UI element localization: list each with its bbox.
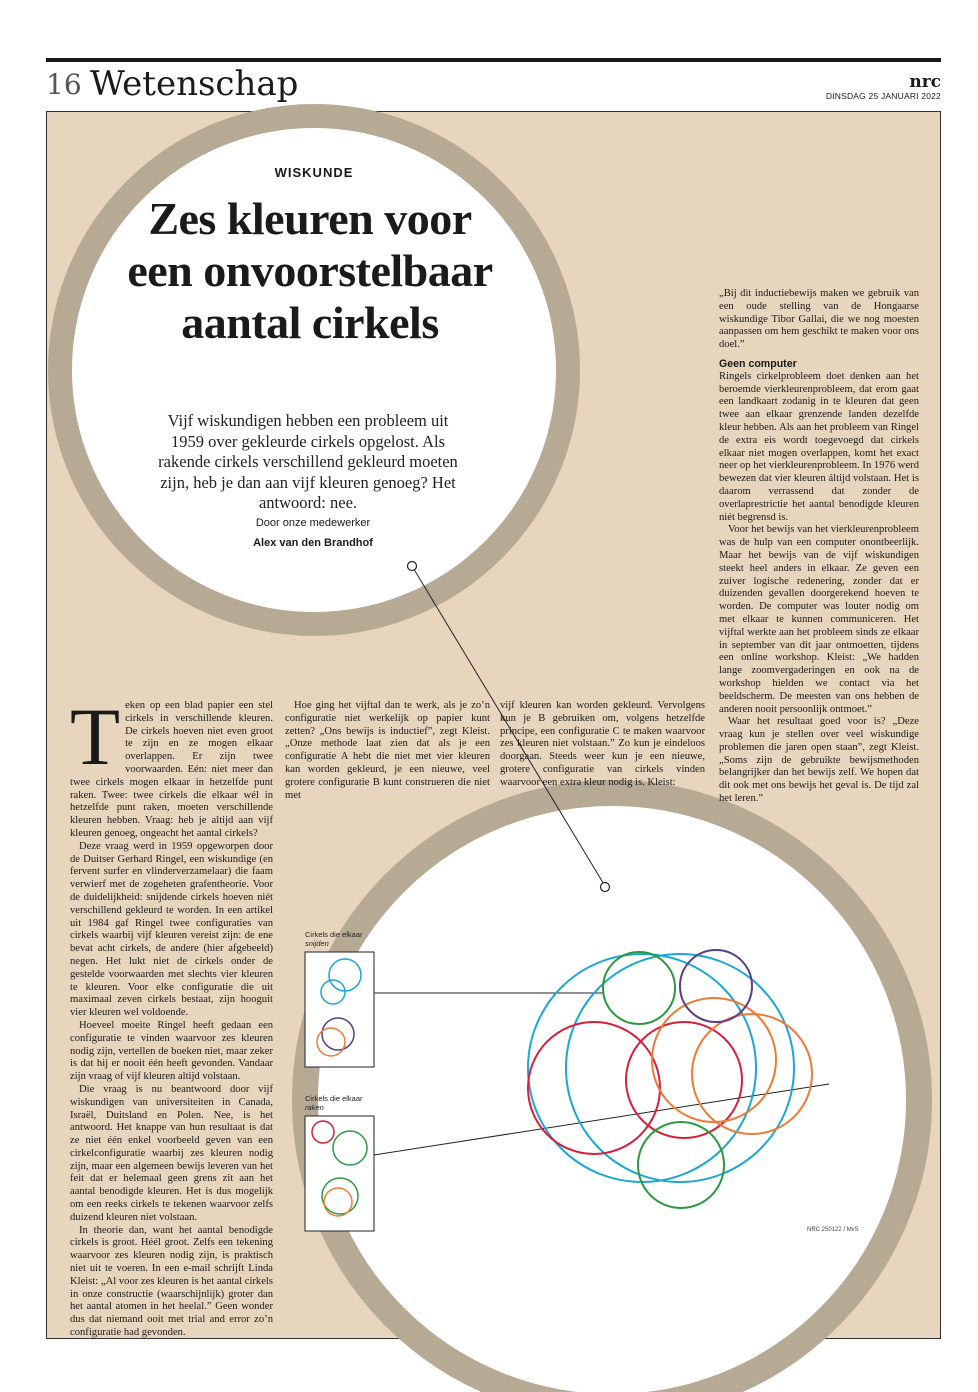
kicker: WISKUNDE — [274, 165, 354, 180]
headline: Zes kleuren voor een onvoorstelbaar aantal cirkels — [127, 193, 493, 348]
legend-cut-label: Cirkels die elkaar — [305, 930, 363, 939]
pointer-line-touch — [374, 1084, 829, 1155]
subheading: Geen computer — [719, 357, 797, 370]
paragraph: Ringels cirkelprobleem doet denken aan het beroemde vierkleurenprobleem, dat erom gaat een landkaart zodanig in te kleuren dat geen twee aan elkaar grenzende landen dezelfde kleur hebben. Als aan het probleem van Ringel de extra eis wordt toegevoegd dat cirkels elkaar niet mogen overlappen, komt het exact neer op het vierkleurenprobleem. In 1976 werd bewezen dat vier kleuren áltijd volstaan. Het is daarom verrassend dat zonder de overlaprestrictie het aantal benodigde kleuren niét begrensd is. — [719, 370, 919, 523]
byline-label: Door onze medewerker — [255, 517, 371, 529]
config-green-bottom — [638, 1122, 724, 1208]
connector-line — [412, 566, 605, 886]
page-number: 16 — [46, 68, 82, 101]
config-green-top-left — [603, 952, 675, 1024]
intro: Vijf wiskundigen hebben een probleem uit 1959 over gekleurde cirkels opgelost. Als rakende cirkels verschillend gekleurd moeten zijn, heb je dan aan vijf kleuren genoeg? Het antwoord: nee. — [158, 411, 458, 512]
dropcap: T — [70, 691, 121, 782]
dateline: DINSDAG 25 JANUARI 2022 — [825, 91, 941, 101]
paragraph: Hoe ging het vijftal dan te werk, als je zo’n configuratie niet werkelijk op papier kunt zetten? „Ons bewijs is inductief”, zegt Kleist. „Onze methode laat zien dat als je een configuratie A hebt die niet met vier kleuren kan worden gekleurd, je een nieuwe, veel grotere configuratie B kunt construeren die niet met — [285, 700, 490, 801]
paragraph: „Bij dit inductiebewijs maken we gebruik van een oude stelling van de Hongaarse wiskundige Tibor Gallai, die we nog moesten aanpassen om hem geschikt te maken voor ons doel.” — [719, 288, 919, 351]
nrc-logo[interactable]: nrc — [909, 72, 941, 92]
config-orange-left — [652, 998, 776, 1122]
paragraph: Waar het resultaat goed voor is? „Deze vraag kun je stellen over veel wiskundige problemen die jaren open staan”, zegt Kleist. „Soms zijn de gebruikte bewijsmethoden belangrijker dan het bewijs zelf. We hopen dat dit ook met ons bewijs het geval is. De tijd zal het leren.” — [719, 716, 919, 805]
legend-caption-touch — [305, 1094, 363, 1112]
graphic-credit: NRC 250122 / MvS — [807, 1227, 859, 1233]
legend-touch-emphasis: raken — [305, 1103, 324, 1112]
section-title: Wetenschap — [90, 64, 299, 104]
legend-touch-label: Cirkels die elkaar — [305, 1094, 363, 1103]
paragraph: Deze vraag werd in 1959 opgeworpen door de Duitser Gerhard Ringel, een wiskundige (en fervent surfer en vlinderverzamelaar) die faam verwierf met de zogeheten grafentheorie. Voor de duidelijkheid: snijdende cirkels hoeven niét verschillend gekleurd te worden. In een artikel uit 1984 gaf Ringel twee configuraties van cirkels waarbij vijf kleuren vereist zijn: de ene bevat acht cirkels, de andere (hier afgebeeld) negen. Het lukt niet de cirkels onder de gestelde voorwaarden met slechts vier kleuren te kleuren. Voor elke configuratie die uit maximaal zeven cirkels bestaat, zijn hooguit vier kleuren wel voldoende. — [70, 840, 273, 1019]
byline-name: Alex van den Brandhof — [253, 537, 373, 549]
paragraph: Die vraag is nu beantwoord door vijf wiskundigen van universiteiten in Canada, Israël, Duitsland en Polen. Nee, is het antwoord. Het knappe van hun resultaat is dat ze niet één enkel voorbeeld geven van een cirkelconfiguratie waarbij zes kleuren nodig zijn, maar een algemeen bewijs leveren van het feit dat er helemaal geen grens zit aan het aantal benodigde kleuren. Het is dus mogelijk om een reeks cirkels te tekenen waarvoor zelfs duizend kleuren niet volstaan. — [70, 1083, 273, 1223]
paragraph: eken op een blad papier een stel cirkels in verschillende kleuren. De cirkels hoeven niet even groot te zijn en ze mogen elkaar overlappen. Er zijn twee voorwaarden. Eén: niet meer dan twee cirkels mogen elkaar in hetzelfde punt raken. Twee: twee cirkels die elkaar wél in hetzelfde punt raken, moeten verschillende kleuren hebben. Vraag: heb je altijd aan vijf kleuren genoeg, ongeacht het aantal cirkels? — [70, 700, 273, 839]
connector-dot-bottom — [601, 883, 610, 892]
legend-cut-emphasis: snijden — [305, 939, 329, 948]
legend-caption-cut — [305, 930, 363, 948]
paragraph: Hoeveel moeite Ringel heeft gedaan een configuratie te vinden waarvoor zes kleuren nodig zijn, vertellen de boeken niet, maar zeker is dat hij er nooit één heeft gevonden. Vandaar zijn vraag of vijf kleuren altijd volstaan. — [70, 1019, 273, 1083]
connector-dot-top — [408, 562, 417, 571]
paragraph: In theorie dan, want het aantal benodigde cirkels is groot. Héél groot. Zelfs een tekening waarvoor zes kleuren nodig zijn, is praktisch niet uit te voeren. In een e-mail schrijft Linda Kleist: „Al voor zes kleuren is het aantal cirkels in onze constructie (waarschijnlijk) groter dan het aantal atomen in het heelal.” Geen wonder dus dat niemand ooit met trial and error zo’n configuratie had gevonden. — [70, 1224, 273, 1339]
paragraph: Voor het bewijs van het vierkleurenprobleem was de hulp van een computer onontbeerlijk. Maar het bewijs van de vijf wiskundigen steekt heel anders in elkaar. Ze geven een zuiver logische redenering, zonder dat er duizenden gevallen doorgerekend hoeven te worden. De computer was louter nodig om met elkaar te kunnen communiceren. Het vijftal werkte aan het probleem sinds ze elkaar in september van dit jaar ontmoetten, tijdens een online workshop. Kleist: „We hadden lange zoomvergaderingen en ook na de workshop hielden we contact via het beeldscherm. De meesten van ons hebben de anderen nooit persoonlijk ontmoet.” — [719, 524, 919, 715]
paragraph: vijf kleuren kan worden gekleurd. Vervolgens kun je B gebruiken om, volgens hetzelfde principe, een configuratie C te maken waarvoor zes kleuren niet volstaan.” Zo kun je eindeloos doorgaan. Steeds weer kun je een nieuwe, grotere configuratie van cirkels vinden waarvoor een extra kleur nodig is. Kleist: — [500, 700, 705, 788]
